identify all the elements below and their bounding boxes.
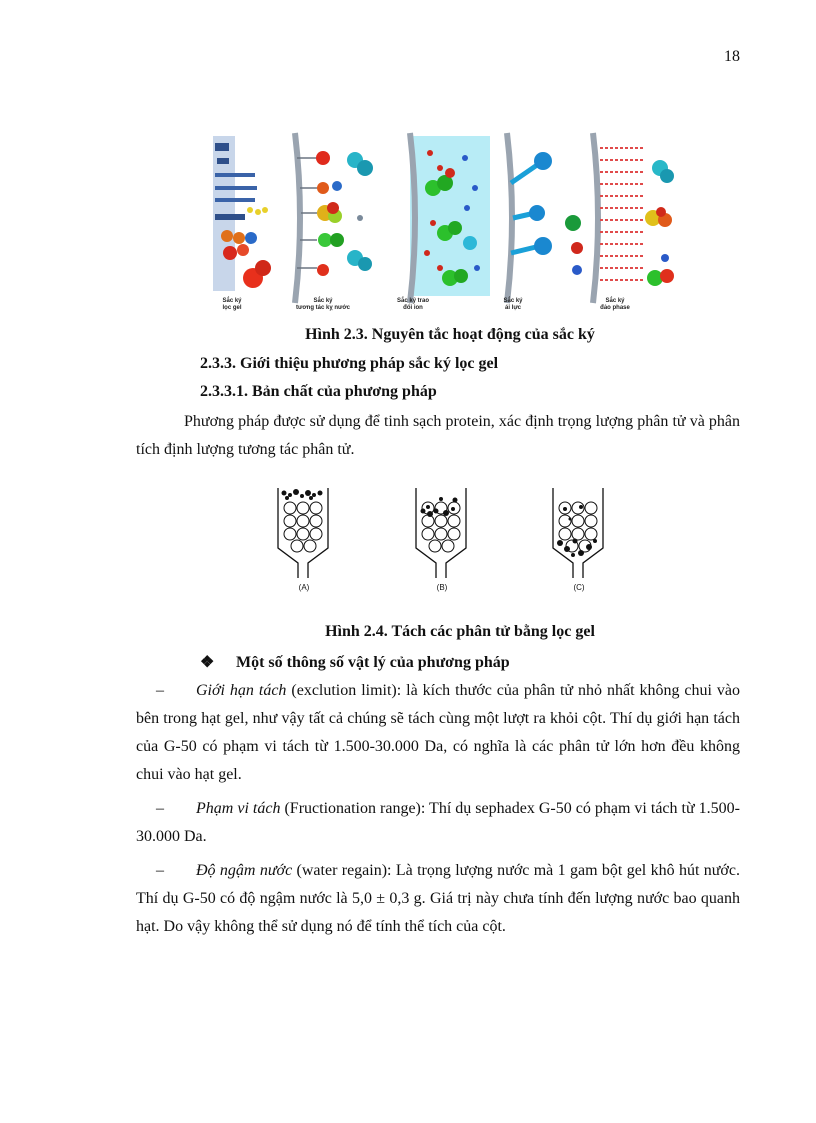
gel-filtration-panel	[213, 136, 271, 291]
gel-columns-illustration	[270, 483, 620, 583]
intro-paragraph: Phương pháp được sử dụng để tinh sạch protein, xác định trọng lượng phân tử và phân tích định lượng tương tác phân tử.	[136, 413, 740, 458]
chromatography-figure	[205, 128, 685, 318]
figure1-label-ion-exchange: Sắc ký trao đổi ion	[396, 298, 430, 311]
figure1-label-hydrophobic: Sắc ký tương tác kỵ nước	[296, 298, 350, 311]
chromatography-illustration	[205, 128, 685, 318]
figure1-label-affinity: Sắc ký ái lực	[503, 298, 523, 311]
item-exclusion-limit: – Giới hạn tách (exclution limit): là kích thước của phân tử nhỏ nhất không chui vào bên trong hạt gel, như vậy tất cả chúng sẽ tách cùng một lượt ra khỏi cột. Thí dụ giới hạn tách của G-50 có phạm vi tách từ 1.500-30.000 Da, có nghĩa là các phân tử lớn hơn đều không chui vào hạt gel.	[136, 682, 741, 783]
figure1-caption: Hình 2.3. Nguyên tắc hoạt động của sắc ký	[305, 326, 595, 343]
figure2-label-b: (B)	[436, 583, 448, 592]
affinity-panel	[507, 133, 583, 303]
reverse-phase-panel	[593, 133, 674, 303]
item-water-regain: – Độ ngậm nước (water regain): Là trọng lượng nước mà 1 gam bột gel khô hút nước. Thí dụ G-50 có độ ngậm nước là 5,0 ± 0,3 g. Giá trị này chưa tính đến lượng nước bao quanh hạt. Do vậy không thể sử dụng nó để tính thể tích của cột.	[136, 862, 740, 935]
figure1-label-reverse-phase: Sắc ký đảo phase	[600, 298, 630, 311]
bullet-diamond-icon: ❖	[200, 654, 215, 671]
bullet-text: Một số thông số vật lý của phương pháp	[236, 654, 510, 671]
item-fractionation-range: – Phạm vi tách (Fructionation range): Thí dụ sephadex G-50 có phạm vi tách từ 1.500-30.000 Da.	[136, 800, 741, 845]
figure2-label-a: (A)	[298, 583, 310, 592]
column-a	[278, 488, 328, 578]
figure2-label-c: (C)	[573, 583, 585, 592]
column-b	[416, 488, 466, 578]
bullet-heading	[200, 652, 700, 672]
page-number: 18	[724, 48, 740, 65]
parameter-list	[136, 677, 740, 941]
figure1-label-gel: Sắc ký lọc gel	[222, 298, 242, 311]
figure2-caption: Hình 2.4. Tách các phân tử bằng lọc gel	[325, 623, 595, 640]
section-heading: 2.3.3. Giới thiệu phương pháp sắc ký lọc gel	[200, 355, 499, 372]
column-c	[553, 488, 603, 578]
subsection-heading: 2.3.3.1. Bản chất của phương pháp	[200, 383, 437, 400]
hydrophobic-panel	[295, 133, 373, 303]
ion-exchange-panel	[410, 133, 490, 303]
gel-filtration-figure	[270, 483, 620, 598]
